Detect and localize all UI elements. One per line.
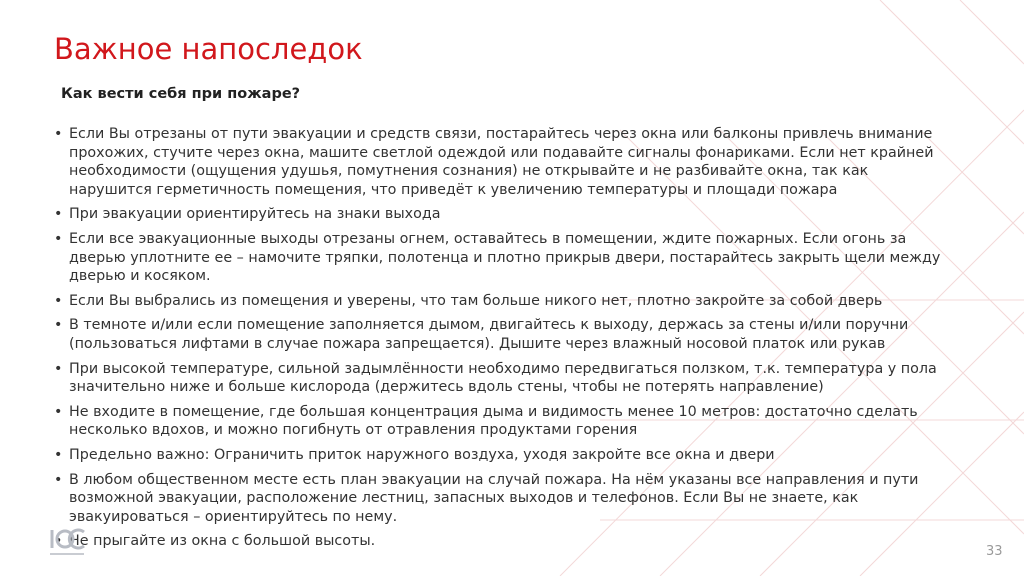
bullet-icon: • — [54, 533, 63, 550]
bullet-icon: • — [54, 471, 63, 488]
bullet-icon: • — [54, 292, 63, 309]
list-item — [54, 125, 954, 199]
bullet-icon: • — [54, 360, 63, 377]
list-item-text: Если Вы отрезаны от пути эвакуации и средств связи, постарайтесь через окна или балконы привлечь внимание прохожих, стучите через окна, машите светлой одеждой или подавайте сигналы фонариками. Если нет крайней необходимости (ощущения удушья, помутнения сознания) не открывайте и не разбивайте окна, так как нарушится герметичность помещения, что приведёт к увеличению температуры и площади пожара — [69, 126, 934, 198]
bullet-icon: • — [54, 126, 63, 142]
bullet-icon: • — [54, 446, 63, 463]
list-item-text: Если Вы выбрались из помещения и уверены, что там больше никого нет, плотно закройте за собой дверь — [69, 292, 883, 309]
list-item — [54, 446, 954, 465]
list-item — [54, 230, 954, 286]
page-number: 33 — [986, 544, 1003, 559]
slide-title: Важное напоследок — [54, 32, 363, 66]
list-item-text: Если все эвакуационные выходы отрезаны огнем, оставайтесь в помещении, ждите пожарных. Если огонь за дверью уплотните ее – намочите тряпки, полотенца и плотно прикрыв двери, постарайтесь закрыть щели между дверью и косяком. — [69, 230, 941, 285]
bullet-icon: • — [54, 403, 63, 420]
list-item — [54, 292, 954, 311]
list-item — [54, 403, 954, 440]
list-item — [54, 471, 954, 527]
slide-subtitle: Как вести себя при пожаре? — [61, 86, 301, 102]
list-item — [54, 532, 954, 551]
list-item — [54, 205, 954, 224]
list-item-text: При высокой температуре, сильной задымлённости необходимо передвигаться ползком, т.к. температура у пола значительно ниже и больше кислорода (держитесь вдоль стены, чтобы не потерять направление) — [69, 360, 937, 396]
list-item — [54, 316, 954, 353]
bullet-icon: • — [54, 317, 63, 334]
list-item-text: В любом общественном месте есть план эвакуации на случай пожара. На нём указаны все направления и пути возможной эвакуации, расположение лестниц, запасных выходов и телефонов. Если Вы не знаете, как эвакуироваться – ориентируйтесь по нему. — [69, 471, 919, 525]
list-item-text: В темноте и/или если помещение заполняется дымом, двигайтесь к выходу, держась за стены и/или поручни (пользоваться лифтами в случае пожара запрещается). Дышите через влажный носовой платок или рукав — [69, 317, 909, 352]
list-item-text: Не входите в помещение, где большая концентрация дыма и видимость менее 10 метров: достаточно сделать несколько вдохов, и можно погибнуть от отравления продуктами горения — [69, 403, 918, 439]
company-logo-icon — [48, 526, 86, 560]
bullet-icon: • — [54, 230, 63, 247]
list-item-text: При эвакуации ориентируйтесь на знаки выхода — [69, 206, 441, 223]
list-item — [54, 360, 954, 397]
bullet-list — [54, 125, 954, 557]
list-item-text: Предельно важно: Ограничить приток наружного воздуха, уходя закройте все окна и двери — [69, 446, 775, 463]
list-item-text: Не прыгайте из окна с большой высоты. — [69, 533, 376, 550]
bullet-icon: • — [54, 206, 63, 223]
